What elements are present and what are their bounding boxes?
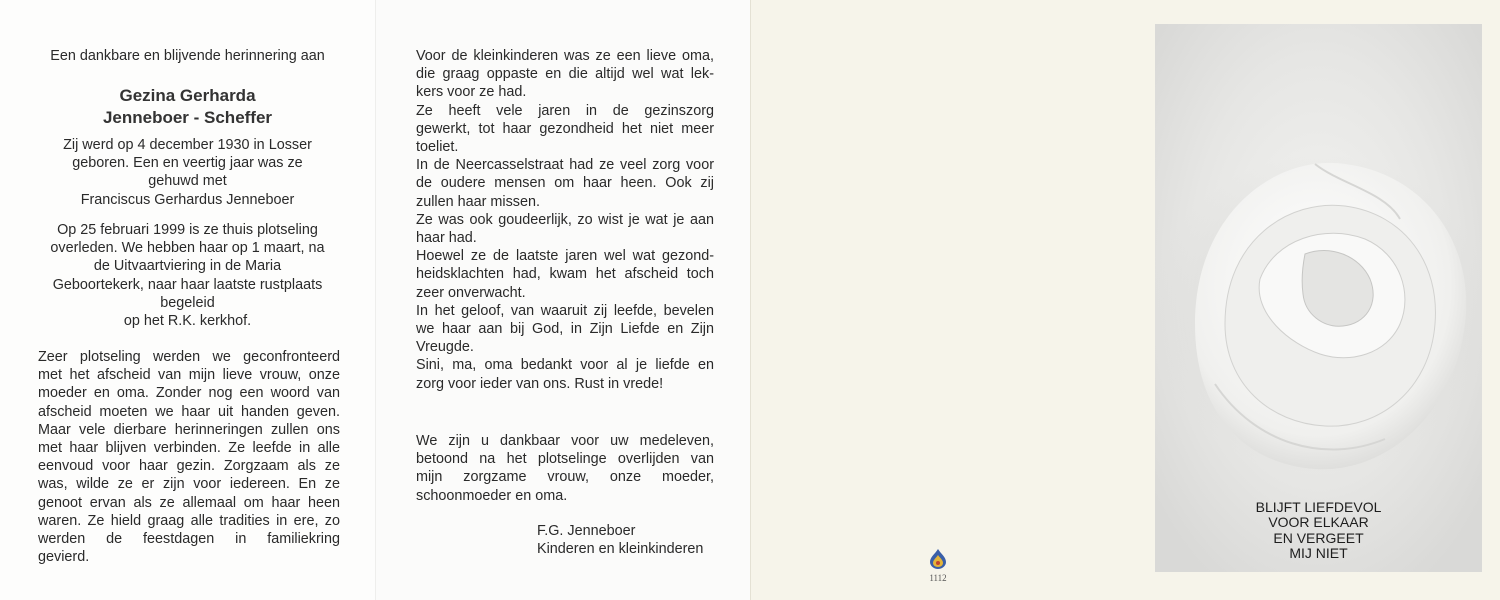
text-line: geboren. Een en veertig jaar was ze: [72, 155, 303, 172]
birth-paragraph: [30, 136, 345, 209]
text-line: haar had.: [416, 230, 477, 247]
text-line: genoot ervan als ze allemaal om haar heen: [38, 494, 340, 511]
text-line: zullen haar missen.: [416, 193, 540, 210]
signature-line: Kinderen en kleinkinderen: [537, 541, 704, 558]
text-line: mijn zorgzame vrouw, onze moeder,: [416, 469, 714, 486]
thanks-paragraph: [416, 432, 714, 505]
text-line: de oudere mensen om haar heen. Ook zij: [416, 175, 714, 192]
text-line: de Uitvaartviering in de Maria: [93, 258, 282, 275]
print-code: 1112: [929, 573, 947, 583]
text-line: waren. Ze hield graag alle tradities in ere, zo: [38, 512, 340, 529]
motto-line: EN VERGEET: [1273, 529, 1364, 546]
text-line: toeliet.: [416, 139, 459, 156]
text-line: zorg voor ieder van ons. Rust in vrede!: [416, 375, 664, 392]
rose-photo: [1155, 24, 1482, 572]
text-line: gehuwd met: [148, 173, 227, 190]
text-line: was, wilde ze er zijn voor iedereen. En ze: [38, 476, 340, 493]
text-line: zeer onverwacht.: [416, 284, 526, 301]
text-line: op het R.K. kerkhof.: [123, 313, 252, 330]
name-line: Gezina Gerharda: [119, 86, 256, 105]
signature-line: F.G. Jenneboer: [537, 523, 636, 539]
motto-line: MIJ NIET: [1289, 545, 1348, 562]
text-line: In de Neercasselstraat had ze veel zorg voor: [416, 157, 714, 174]
motto-line: BLIJFT LIEFDEVOL: [1255, 499, 1382, 515]
text-line: werden de feestdagen in familiekring: [38, 531, 340, 548]
tribute-paragraph: [38, 348, 340, 566]
text-line: moeder en oma. Zonder nog een woord van: [38, 385, 340, 402]
signature-block: [537, 522, 737, 558]
text-line: eenvoud voor haar gezin. Zorgzaam als ze: [38, 458, 340, 475]
death-paragraph: [30, 221, 345, 330]
text-line: afscheid moeten we haar uit handen geven.: [38, 403, 340, 420]
text-line: begeleid: [160, 294, 215, 311]
text-line: Franciscus Gerhardus Jenneboer: [80, 191, 295, 208]
text-line: betoond na het plotselinge overlijden van: [416, 451, 714, 468]
memories-paragraph: [416, 47, 714, 393]
printer-emblem-icon: [928, 548, 948, 570]
rose-illustration: [1155, 24, 1482, 572]
cover-motto: [1155, 500, 1482, 562]
text-line: Zeer plotseling werden we geconfronteerd: [38, 349, 340, 365]
text-line: Geboortekerk, naar haar laatste rustplaats: [52, 276, 323, 293]
text-line: Sini, ma, oma bedankt voor al je liefde en: [416, 357, 714, 374]
text-line: Vreugde.: [416, 339, 474, 356]
text-line: we haar aan bij God, in Zijn Liefde en Zijn: [416, 321, 714, 338]
text-line: met het afscheid van mijn lieve vrouw, onze: [38, 367, 340, 384]
deceased-name: [30, 85, 345, 129]
text-line: Op 25 februari 1999 is ze thuis plotseling: [57, 222, 318, 238]
text-line: die graag oppaste en die altijd wel wat lek-: [416, 66, 714, 83]
text-line: In het geloof, van waaruit zij leefde, bevelen: [416, 302, 714, 319]
text-line: Voor de kleinkinderen was ze een lieve oma,: [416, 48, 714, 64]
text-line: Zij werd op 4 december 1930 in Losser: [63, 137, 312, 153]
name-line: Jenneboer - Scheffer: [102, 108, 273, 127]
text-line: met haar blijven verbinden. Ze leefde in alle: [38, 440, 340, 457]
left-inner-panel: [0, 0, 375, 600]
motto-line: VOOR ELKAAR: [1268, 514, 1369, 531]
intro-line: Een dankbare en blijvende herinnering aan: [50, 48, 325, 64]
text-line: Hoewel ze de laatste jaren wel wat gezond-: [416, 248, 714, 265]
text-line: overleden. We hebben haar op 1 maart, na: [50, 240, 325, 257]
text-line: kers voor ze had.: [416, 84, 527, 101]
text-line: Maar vele dierbare herinneringen zullen ons: [38, 421, 340, 438]
text-line: Ze heeft vele jaren in de gezinszorg: [416, 102, 714, 119]
text-line: heidsklachten had, kwam het afscheid toch: [416, 266, 714, 283]
text-line: gevierd.: [38, 549, 90, 566]
text-line: We zijn u dankbaar voor uw medeleven,: [416, 433, 714, 449]
text-line: gewerkt, tot haar gezondheid het niet meer: [416, 120, 714, 137]
text-line: Ze was ook goudeerlijk, zo wist je wat je aan: [416, 211, 714, 228]
text-line: schoonmoeder en oma.: [416, 487, 568, 504]
